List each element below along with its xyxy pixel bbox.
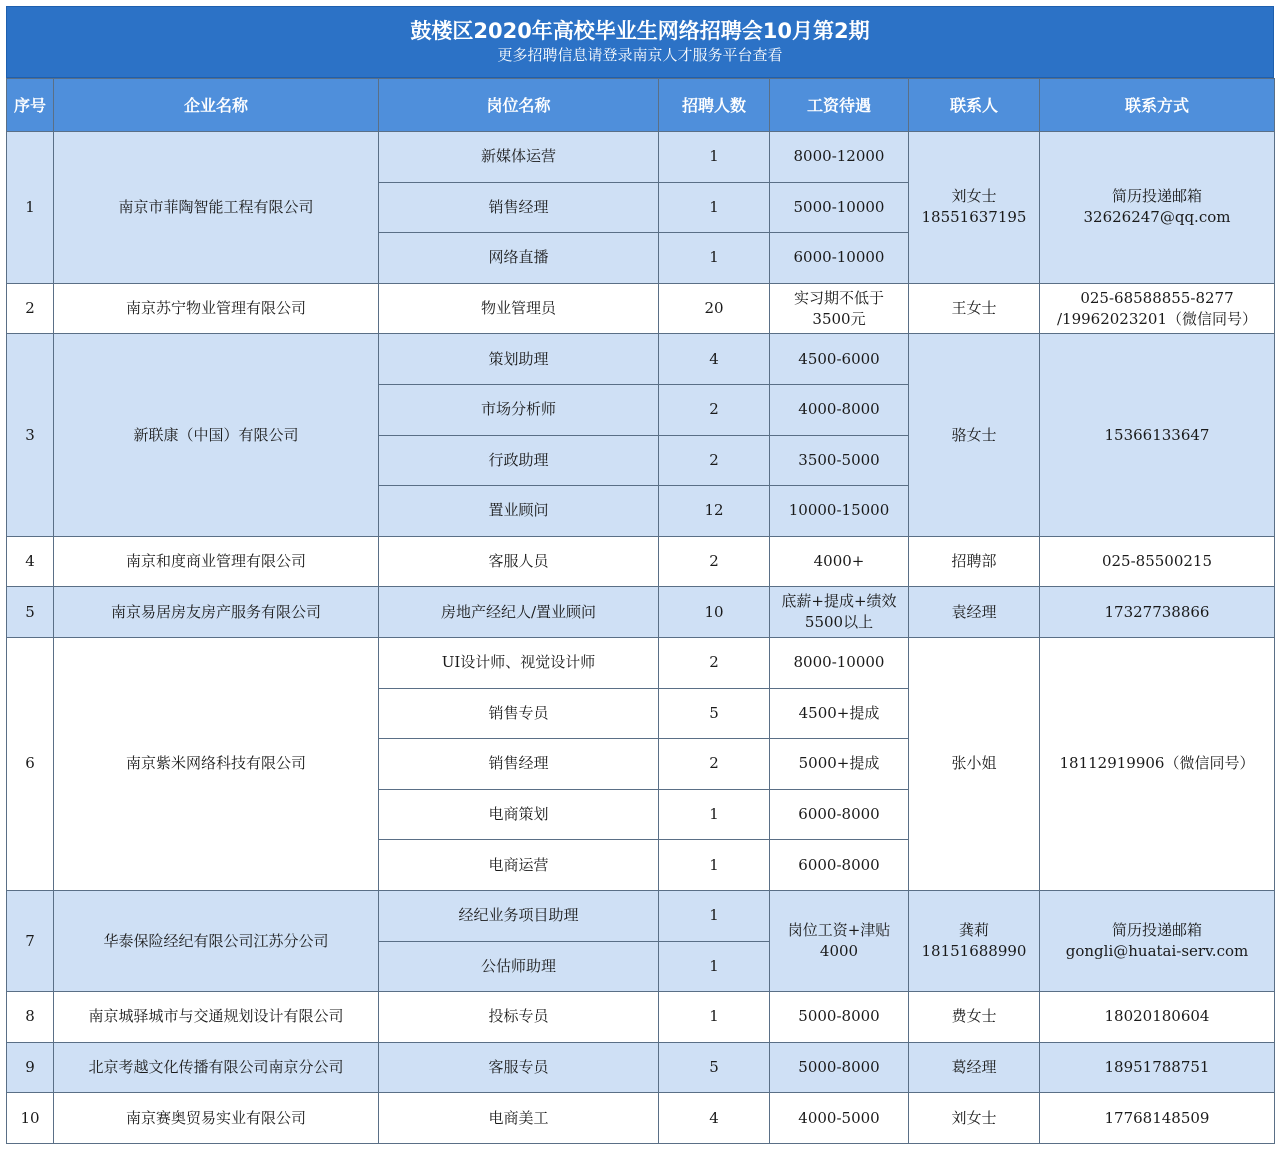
hire-count: 1 bbox=[659, 992, 770, 1043]
contact-method: 17327738866 bbox=[1040, 587, 1275, 638]
position-title: 物业管理员 bbox=[379, 283, 659, 334]
position-title: 销售专员 bbox=[379, 688, 659, 739]
hire-count: 10 bbox=[659, 587, 770, 638]
page-subtitle: 更多招聘信息请登录南京人才服务平台查看 bbox=[497, 46, 783, 64]
position-title: 投标专员 bbox=[379, 992, 659, 1043]
header-count: 招聘人数 bbox=[659, 79, 770, 132]
salary: 4000-8000 bbox=[770, 384, 909, 435]
salary: 8000-12000 bbox=[770, 132, 909, 183]
hire-count: 1 bbox=[659, 941, 770, 992]
row-number: 2 bbox=[7, 283, 54, 334]
salary: 5000-10000 bbox=[770, 182, 909, 233]
header-company: 企业名称 bbox=[54, 79, 379, 132]
header-contact: 联系人 bbox=[909, 79, 1040, 132]
contact-method: 025-68588855-8277 /19962023201（微信同号） bbox=[1040, 283, 1275, 334]
contact-person: 骆女士 bbox=[909, 334, 1040, 536]
contact-method: 简历投递邮箱 32626247@qq.com bbox=[1040, 132, 1275, 284]
salary: 5000+提成 bbox=[770, 739, 909, 790]
table-body bbox=[7, 132, 1275, 1144]
company-name: 北京考越文化传播有限公司南京分公司 bbox=[54, 1042, 379, 1093]
row-number: 6 bbox=[7, 637, 54, 890]
table-row bbox=[7, 637, 1275, 688]
row-number: 9 bbox=[7, 1042, 54, 1093]
company-name: 南京市菲陶智能工程有限公司 bbox=[54, 132, 379, 284]
row-number: 10 bbox=[7, 1093, 54, 1144]
salary: 5000-8000 bbox=[770, 1042, 909, 1093]
salary: 10000-15000 bbox=[770, 486, 909, 537]
hire-count: 5 bbox=[659, 1042, 770, 1093]
table-row bbox=[7, 587, 1275, 638]
company-name: 南京城驿城市与交通规划设计有限公司 bbox=[54, 992, 379, 1043]
hire-count: 4 bbox=[659, 334, 770, 385]
hire-count: 20 bbox=[659, 283, 770, 334]
salary: 3500-5000 bbox=[770, 435, 909, 486]
recruitment-sheet bbox=[6, 6, 1274, 1144]
position-title: 电商美工 bbox=[379, 1093, 659, 1144]
header-method: 联系方式 bbox=[1040, 79, 1275, 132]
title-bar bbox=[6, 6, 1274, 78]
row-number: 7 bbox=[7, 890, 54, 991]
row-number: 5 bbox=[7, 587, 54, 638]
contact-method: 17768148509 bbox=[1040, 1093, 1275, 1144]
header-no: 序号 bbox=[7, 79, 54, 132]
company-name: 新联康（中国）有限公司 bbox=[54, 334, 379, 536]
hire-count: 1 bbox=[659, 840, 770, 891]
company-name: 南京和度商业管理有限公司 bbox=[54, 536, 379, 587]
position-title: 客服专员 bbox=[379, 1042, 659, 1093]
company-name: 南京紫米网络科技有限公司 bbox=[54, 637, 379, 890]
position-title: 电商运营 bbox=[379, 840, 659, 891]
contact-person: 王女士 bbox=[909, 283, 1040, 334]
contact-person: 费女士 bbox=[909, 992, 1040, 1043]
position-title: 新媒体运营 bbox=[379, 132, 659, 183]
header-salary: 工资待遇 bbox=[770, 79, 909, 132]
position-title: 置业顾问 bbox=[379, 486, 659, 537]
position-title: 电商策划 bbox=[379, 789, 659, 840]
jobs-table bbox=[6, 78, 1275, 1144]
salary: 4000-5000 bbox=[770, 1093, 909, 1144]
row-number: 3 bbox=[7, 334, 54, 536]
salary: 5000-8000 bbox=[770, 992, 909, 1043]
company-name: 南京赛奥贸易实业有限公司 bbox=[54, 1093, 379, 1144]
hire-count: 2 bbox=[659, 739, 770, 790]
table-row bbox=[7, 536, 1275, 587]
hire-count: 1 bbox=[659, 132, 770, 183]
salary: 4500-6000 bbox=[770, 334, 909, 385]
salary: 6000-10000 bbox=[770, 233, 909, 284]
salary: 4000+ bbox=[770, 536, 909, 587]
position-title: 市场分析师 bbox=[379, 384, 659, 435]
row-number: 8 bbox=[7, 992, 54, 1043]
position-title: 客服人员 bbox=[379, 536, 659, 587]
contact-method: 025-85500215 bbox=[1040, 536, 1275, 587]
row-number: 1 bbox=[7, 132, 54, 284]
hire-count: 4 bbox=[659, 1093, 770, 1144]
position-title: 房地产经纪人/置业顾问 bbox=[379, 587, 659, 638]
position-title: 经纪业务项目助理 bbox=[379, 890, 659, 941]
hire-count: 5 bbox=[659, 688, 770, 739]
salary: 底薪+提成+绩效 5500以上 bbox=[770, 587, 909, 638]
hire-count: 1 bbox=[659, 789, 770, 840]
position-title: 网络直播 bbox=[379, 233, 659, 284]
hire-count: 2 bbox=[659, 637, 770, 688]
table-header-row bbox=[7, 79, 1275, 132]
header-position: 岗位名称 bbox=[379, 79, 659, 132]
position-title: UI设计师、视觉设计师 bbox=[379, 637, 659, 688]
hire-count: 1 bbox=[659, 233, 770, 284]
hire-count: 1 bbox=[659, 182, 770, 233]
position-title: 公估师助理 bbox=[379, 941, 659, 992]
contact-person: 刘女士 18551637195 bbox=[909, 132, 1040, 284]
table-row bbox=[7, 1042, 1275, 1093]
salary: 岗位工资+津贴 4000 bbox=[770, 890, 909, 991]
table-row bbox=[7, 334, 1275, 385]
contact-person: 龚莉 18151688990 bbox=[909, 890, 1040, 991]
contact-method: 18112919906（微信同号） bbox=[1040, 637, 1275, 890]
contact-method: 15366133647 bbox=[1040, 334, 1275, 536]
table-row bbox=[7, 132, 1275, 183]
table-row bbox=[7, 890, 1275, 941]
table-row bbox=[7, 283, 1275, 334]
hire-count: 2 bbox=[659, 435, 770, 486]
hire-count: 12 bbox=[659, 486, 770, 537]
salary: 6000-8000 bbox=[770, 840, 909, 891]
contact-method: 18020180604 bbox=[1040, 992, 1275, 1043]
table-row bbox=[7, 1093, 1275, 1144]
contact-method: 18951788751 bbox=[1040, 1042, 1275, 1093]
hire-count: 2 bbox=[659, 384, 770, 435]
page-title: 鼓楼区2020年高校毕业生网络招聘会10月第2期 bbox=[410, 19, 870, 43]
salary: 4500+提成 bbox=[770, 688, 909, 739]
hire-count: 2 bbox=[659, 536, 770, 587]
position-title: 销售经理 bbox=[379, 739, 659, 790]
contact-method: 简历投递邮箱 gongli@huatai-serv.com bbox=[1040, 890, 1275, 991]
hire-count: 1 bbox=[659, 890, 770, 941]
salary: 6000-8000 bbox=[770, 789, 909, 840]
company-name: 华泰保险经纪有限公司江苏分公司 bbox=[54, 890, 379, 991]
company-name: 南京易居房友房产服务有限公司 bbox=[54, 587, 379, 638]
row-number: 4 bbox=[7, 536, 54, 587]
contact-person: 袁经理 bbox=[909, 587, 1040, 638]
contact-person: 刘女士 bbox=[909, 1093, 1040, 1144]
position-title: 行政助理 bbox=[379, 435, 659, 486]
contact-person: 张小姐 bbox=[909, 637, 1040, 890]
table-row bbox=[7, 992, 1275, 1043]
salary: 实习期不低于 3500元 bbox=[770, 283, 909, 334]
company-name: 南京苏宁物业管理有限公司 bbox=[54, 283, 379, 334]
contact-person: 葛经理 bbox=[909, 1042, 1040, 1093]
position-title: 策划助理 bbox=[379, 334, 659, 385]
position-title: 销售经理 bbox=[379, 182, 659, 233]
salary: 8000-10000 bbox=[770, 637, 909, 688]
contact-person: 招聘部 bbox=[909, 536, 1040, 587]
